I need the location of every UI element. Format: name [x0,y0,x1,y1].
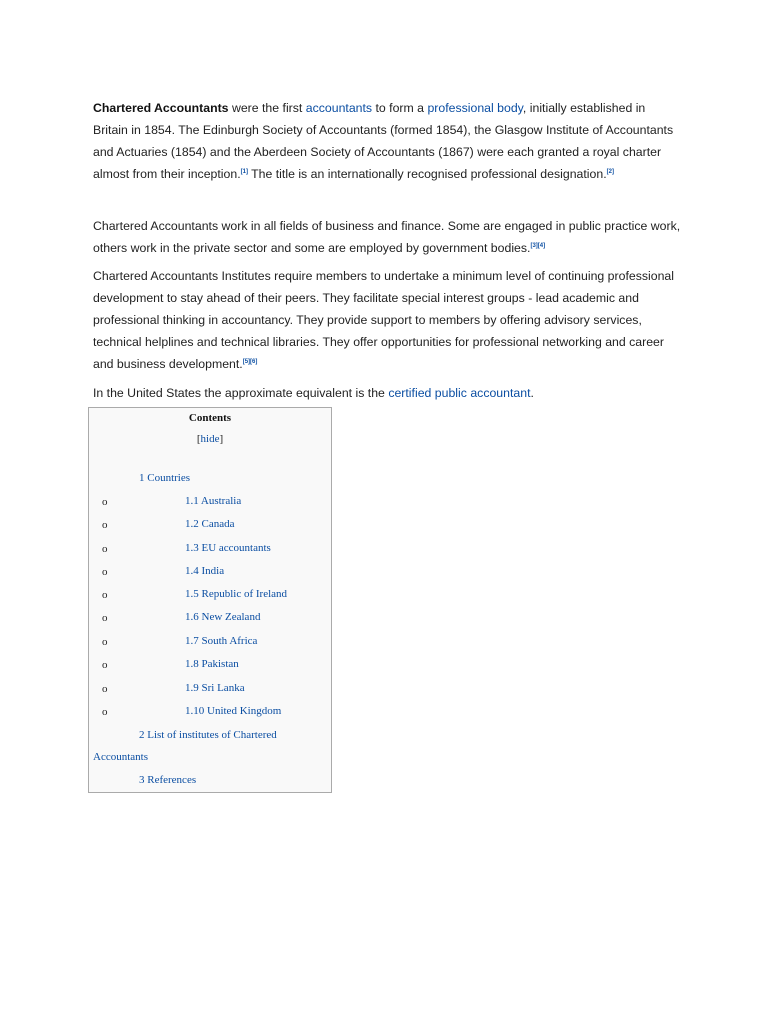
work-paragraph: Chartered Accountants work in all fields of business and finance. Some are engaged in public practice work, others work in the private sector and some are employed by government bodies.[3][4] [93,219,681,255]
toc-item-republic-of-ireland[interactable]: 1.5 Republic of Ireland [185,588,288,600]
reference-5-6-link[interactable]: [5][6] [242,359,258,365]
intro-paragraph: Chartered Accountants were the first accountants to form a professional body, initially established in Britain in 1854. The Edinburgh Society of Accountants (formed 1854), the Glasgow Institute of Accountants and Actuaries (1854) and the Aberdeen Society of Accountants (1867) were each granted a royal charter almost from their inception.[1] The title is an internationally recognised professional designation.[2] [93,101,674,181]
professional-body-link[interactable]: professional body [427,101,523,115]
table-of-contents [88,407,332,793]
list-bullet: o [102,566,108,578]
list-bullet: o [102,659,108,671]
list-bullet: o [102,706,108,718]
toc-item-eu-accountants[interactable]: 1.3 EU accountants [185,542,271,554]
list-bullet: o [102,496,108,508]
list-bullet: o [102,589,108,601]
reference-1-link[interactable]: [1] [240,169,248,175]
accountants-link[interactable]: accountants [305,101,373,115]
list-bullet: o [102,543,108,555]
list-bullet: o [102,612,108,624]
toc-item-canada[interactable]: 1.2 Canada [185,518,235,530]
certified-public-accountant-link[interactable]: certified public accountant [388,386,531,400]
toc-item-list-of-institutes-continued[interactable]: Accountants [93,751,148,763]
toc-item-india[interactable]: 1.4 India [185,565,225,577]
list-bullet: o [102,636,108,648]
toc-item-australia[interactable]: 1.1 Australia [185,495,242,507]
us-equivalent-paragraph: In the United States the approximate equivalent is the certified public accountant. [93,386,534,400]
toc-item-list-of-institutes[interactable]: 2 List of institutes of Chartered [139,729,277,741]
toc-hide-link[interactable]: hide [200,433,220,445]
article-subject: Chartered Accountants [93,101,229,115]
reference-2-link[interactable]: [2] [606,169,614,175]
toc-item-countries[interactable]: 1 Countries [139,472,191,484]
toc-item-united-kingdom[interactable]: 1.10 United Kingdom [185,705,282,717]
institutes-paragraph: Chartered Accountants Institutes require members to undertake a minimum level of continuing professional development to stay ahead of their peers. They facilitate special interest groups - lead academic and professional thinking in accountancy. They provide support to members by offering advisory services, technical helplines and technical libraries. They offer opportunities for professional networking and career and business development.[5][6] [93,269,674,371]
toc-item-sri-lanka[interactable]: 1.9 Sri Lanka [185,682,245,694]
toc-hide-control: [hide] [196,433,224,445]
toc-item-references[interactable]: 3 References [139,774,197,786]
toc-item-south-africa[interactable]: 1.7 South Africa [185,635,258,647]
toc-item-new-zealand[interactable]: 1.6 New Zealand [185,611,261,623]
list-bullet: o [102,683,108,695]
reference-3-4-link[interactable]: [3][4] [530,243,546,249]
list-bullet: o [102,519,108,531]
toc-title: Contents [188,412,232,424]
toc-item-pakistan[interactable]: 1.8 Pakistan [185,658,239,670]
